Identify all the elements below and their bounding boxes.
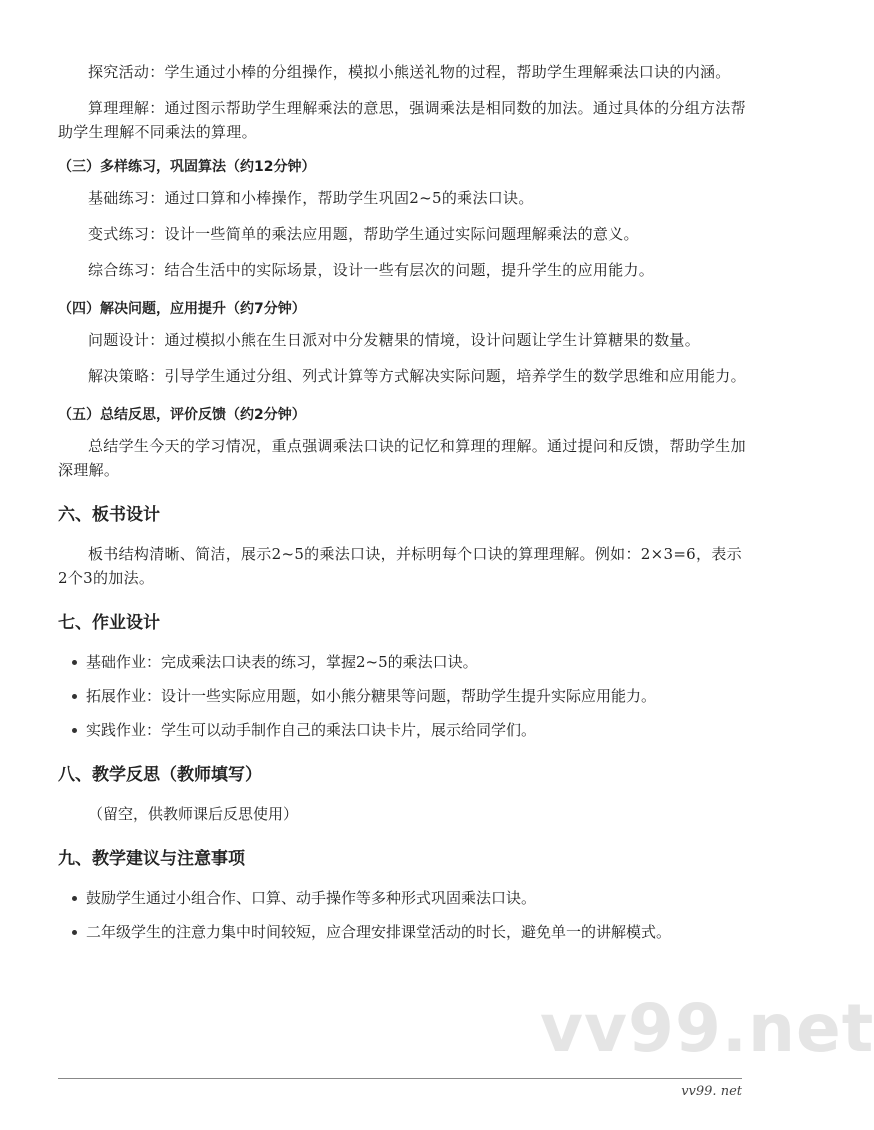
list-item <box>76 718 748 742</box>
solution-strategy-paragraph: 解决策略：引导学生通过分组、列式计算等方式解决实际问题，培养学生的数学思维和应用能力。 <box>88 367 746 385</box>
part4-heading: （四）解决问题，应用提升（约7分钟） <box>58 301 306 317</box>
reflection-note: （留空，供教师课后反思使用） <box>88 805 299 823</box>
list-item-text: 基础作业：完成乘法口诀表的练习，掌握2~5的乘法口诀。 <box>86 653 478 671</box>
basic-practice-paragraph: 基础练习：通过口算和小棒操作，帮助学生巩固2~5的乘法口诀。 <box>88 189 534 207</box>
algorithm-understanding-paragraph: 算理理解：通过图示帮助学生理解乘法的意思，强调乘法是相同数的加法。通过具体的分组方法帮助学生理解不同乘法的算理。 <box>58 99 746 141</box>
list-item <box>76 650 748 674</box>
list-item-text: 拓展作业：设计一些实际应用题，如小熊分糖果等问题，帮助学生提升实际应用能力。 <box>86 687 657 705</box>
section8-heading: 八、教学反思（教师填写） <box>58 765 262 785</box>
list-item <box>76 684 748 708</box>
bullet-icon <box>72 660 77 665</box>
list-item-text: 实践作业：学生可以动手制作自己的乘法口诀卡片，展示给同学们。 <box>86 721 537 739</box>
footer-divider <box>58 1078 742 1079</box>
section6-heading: 六、板书设计 <box>58 505 160 525</box>
part3-heading: （三）多样练习，巩固算法（约12分钟） <box>58 159 316 175</box>
bullet-icon <box>72 896 77 901</box>
suggestions-list <box>58 886 748 944</box>
bullet-icon <box>72 694 77 699</box>
list-item <box>76 886 748 910</box>
footer-site-label: vv99. net <box>681 1084 742 1099</box>
list-item <box>76 920 748 944</box>
bullet-icon <box>72 930 77 935</box>
watermark: vv99.net <box>540 990 874 1067</box>
list-item-text: 鼓励学生通过小组合作、口算、动手操作等多种形式巩固乘法口诀。 <box>86 889 537 907</box>
section7-heading: 七、作业设计 <box>58 613 160 633</box>
explore-activity-paragraph: 探究活动：学生通过小棒的分组操作，模拟小熊送礼物的过程，帮助学生理解乘法口诀的内涵。 <box>88 63 731 81</box>
blackboard-design-paragraph: 板书结构清晰、简洁，展示2~5的乘法口诀，并标明每个口诀的算理理解。例如：2×3=6，表示2个3的加法。 <box>58 545 742 587</box>
section9-heading: 九、教学建议与注意事项 <box>58 849 245 869</box>
homework-list <box>58 650 748 742</box>
list-item-text: 二年级学生的注意力集中时间较短，应合理安排课堂活动的时长，避免单一的讲解模式。 <box>86 923 672 941</box>
bullet-icon <box>72 728 77 733</box>
part5-heading: （五）总结反思，评价反馈（约2分钟） <box>58 407 306 423</box>
comprehensive-practice-paragraph: 综合练习：结合生活中的实际场景，设计一些有层次的问题，提升学生的应用能力。 <box>88 261 655 279</box>
document-content <box>58 60 748 954</box>
problem-design-paragraph: 问题设计：通过模拟小熊在生日派对中分发糖果的情境，设计问题让学生计算糖果的数量。 <box>88 331 701 349</box>
variant-practice-paragraph: 变式练习：设计一些简单的乘法应用题，帮助学生通过实际问题理解乘法的意义。 <box>88 225 639 243</box>
summary-paragraph: 总结学生今天的学习情况，重点强调乘法口诀的记忆和算理的理解。通过提问和反馈，帮助学生加深理解。 <box>58 437 746 479</box>
